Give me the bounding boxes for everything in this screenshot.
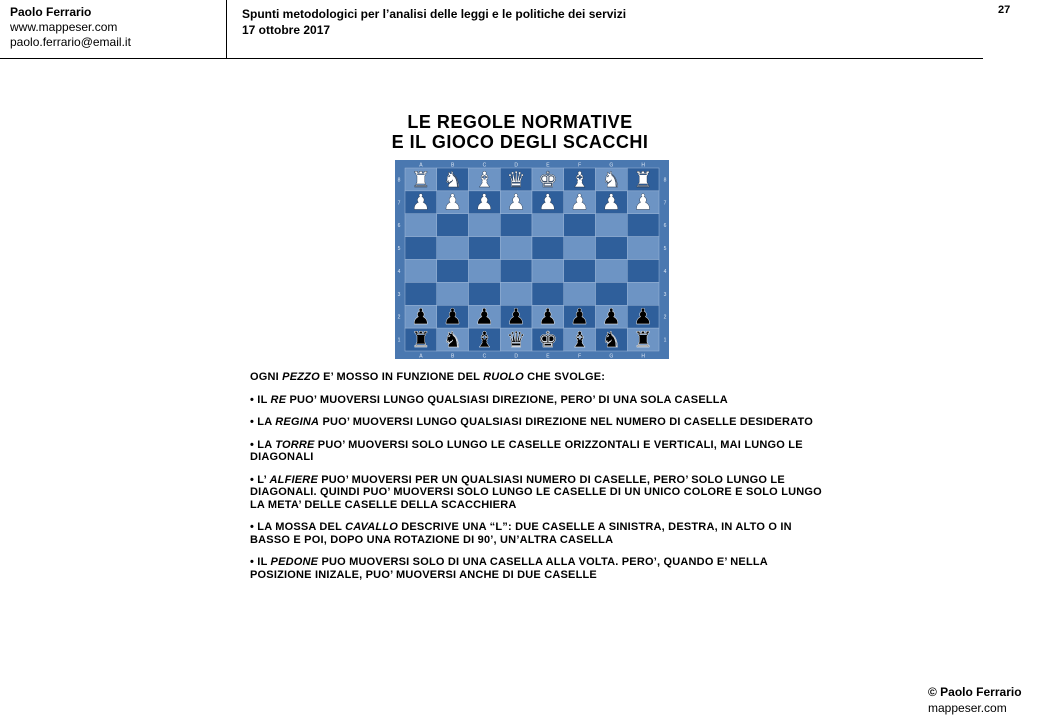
board-rank-label: 8 [397,177,401,184]
board-file-label: G [609,162,614,169]
board-file-label: D [514,353,518,359]
board-square [469,260,501,283]
board-square [500,214,532,237]
board-square [532,214,564,237]
white-pawn-icon: ♟ [569,190,590,216]
board-square [596,282,628,305]
rule-alfiere: • L’ ALFIERE PUO’ MUOVERSI PER UN QUALSIASI NUMERO DI CASELLE, PERO’ SOLO LUNGO LE DIAGONALI. QUINDI PUO’ MUOVERSI SOLO LUNGO LE CASELLE DI UN UNICO COLORE E SOLO LUNGO LA META’ DELLE CASELLE DELLA SCACCHIERA [250,473,822,511]
board-rank-label: 5 [663,246,667,253]
chessboard-image [395,160,669,359]
board-square [469,282,501,305]
board-square [596,237,628,260]
black-piece-icon: ♞ [442,327,463,353]
slide-title-line2: E IL GIOCO DEGLI SCACCHI [391,132,649,152]
board-square [596,260,628,283]
white-piece-icon: ♚ [538,167,558,193]
board-rank-label: 1 [397,337,401,344]
white-pawn-icon: ♟ [442,190,463,216]
black-pawn-icon: ♟ [506,305,526,331]
header-divider-horizontal [0,58,983,59]
board-square [627,237,659,260]
board-square [437,260,469,283]
board-file-label: C [482,353,487,359]
board-square [437,237,469,260]
board-square [564,282,596,305]
header-subtitle [242,6,626,38]
board-square [532,260,564,283]
board-file-label: A [419,162,423,169]
white-pawn-icon: ♟ [474,190,495,216]
board-square [405,282,437,305]
board-square [500,237,532,260]
black-piece-icon: ♜ [411,327,431,353]
rules-text [250,371,830,591]
white-pawn-icon: ♟ [633,190,653,216]
board-square [564,260,596,283]
header-author-block [10,5,131,50]
white-pawn-icon: ♟ [601,190,622,216]
white-pawn-icon: ♟ [506,190,526,216]
board-file-label: G [609,353,614,359]
black-pawn-icon: ♟ [474,305,495,331]
board-rank-label: 6 [397,223,401,230]
board-square [564,237,596,260]
black-pawn-icon: ♟ [569,305,590,331]
black-piece-icon: ♝ [474,327,495,353]
board-file-label: F [578,162,582,169]
board-square [532,282,564,305]
white-pawn-icon: ♟ [538,190,558,216]
header-subtitle-line2: 17 ottobre 2017 [242,23,331,37]
board-square [500,282,532,305]
black-pawn-icon: ♟ [411,305,431,331]
board-file-label: C [482,162,487,169]
board-square [596,214,628,237]
board-square [405,260,437,283]
board-square [405,237,437,260]
white-piece-icon: ♞ [442,167,463,193]
slide-title [300,112,740,152]
board-file-label: D [514,162,518,169]
author-name: Paolo Ferrario [10,5,92,19]
board-rank-label: 3 [663,291,667,298]
white-piece-icon: ♞ [601,167,622,193]
rule-cavallo: • LA MOSSA DEL CAVALLO DESCRIVE UNA “L”: DUE CASELLE A SINISTRA, DESTRA, IN ALTO O IN BASSO E POI, DOPO UNA ROTAZIONE DI 90’, UN’ALTRA CASELLA [250,521,792,546]
black-pawn-icon: ♟ [442,305,463,331]
header-divider-vertical [226,0,227,58]
black-pawn-icon: ♟ [601,305,622,331]
rule-torre: • LA TORRE PUO’ MUOVERSI SOLO LUNGO LE CASELLE ORIZZONTALI E VERTICALI, MAI LUNGO LE DIAGONALI [250,438,803,463]
board-file-label: H [641,162,645,169]
board-square [405,214,437,237]
board-rank-label: 7 [663,200,667,207]
board-rank-label: 4 [663,268,667,275]
board-square [564,214,596,237]
footer [928,684,1022,716]
board-square [469,214,501,237]
black-piece-icon: ♝ [569,327,590,353]
board-rank-label: 8 [663,177,667,184]
board-square [469,237,501,260]
board-file-label: B [450,353,455,359]
black-piece-icon: ♞ [601,327,622,353]
board-rank-label: 3 [397,291,401,298]
board-file-label: E [546,353,550,359]
board-rank-label: 6 [663,223,667,230]
board-rank-label: 2 [663,314,667,321]
white-piece-icon: ♝ [569,167,590,193]
board-square [437,282,469,305]
rule-re: • IL RE PUO’ MUOVERSI LUNGO QUALSIASI DIREZIONE, PERO’ DI UNA SOLA CASELLA [250,393,728,406]
board-file-label: B [450,162,455,169]
board-rank-label: 4 [397,268,401,275]
board-square [627,282,659,305]
board-rank-label: 7 [397,200,401,207]
board-square [627,214,659,237]
white-piece-icon: ♜ [633,167,653,193]
rules-intro: OGNI PEZZO E’ MOSSO IN FUNZIONE DEL RUOLO CHE SVOLGE: [250,371,606,383]
white-piece-icon: ♜ [411,167,431,193]
rule-pedone: • IL PEDONE PUO MUOVERSI SOLO DI UNA CASELLA ALLA VOLTA. PERO’, QUANDO E’ NELLA POSIZIONE INIZALE, PUO’ MUOVERSI ANCHE DI DUE CASELLE [250,556,768,581]
white-piece-icon: ♝ [474,167,495,193]
black-pawn-icon: ♟ [538,305,558,331]
black-piece-icon: ♛ [506,327,526,353]
slide-title-line1: LE REGOLE NORMATIVE [407,112,633,132]
black-piece-icon: ♜ [633,327,653,353]
author-website[interactable]: www.mappeser.com [10,20,118,34]
board-rank-label: 2 [397,314,401,321]
board-file-label: F [578,353,582,359]
board-square [532,237,564,260]
board-file-label: H [641,353,645,359]
footer-copyright: © Paolo Ferrario [928,685,1022,699]
white-piece-icon: ♛ [506,167,526,193]
author-email[interactable]: paolo.ferrario@email.it [10,35,131,49]
board-square [627,260,659,283]
board-square [500,260,532,283]
board-rank-label: 1 [663,337,667,344]
board-rank-label: 5 [397,246,401,253]
black-pawn-icon: ♟ [633,305,653,331]
board-file-label: E [546,162,550,169]
footer-site[interactable]: mappeser.com [928,701,1007,715]
page-number: 27 [998,4,1011,16]
white-pawn-icon: ♟ [411,190,431,216]
board-square [437,214,469,237]
rule-regina: • LA REGINA PUO’ MUOVERSI LUNGO QUALSIASI DIREZIONE NEL NUMERO DI CASELLE DESIDERATO [250,416,813,428]
header-subtitle-line1: Spunti metodologici per l’analisi delle leggi e le politiche dei servizi [242,7,627,21]
black-piece-icon: ♚ [538,327,558,353]
board-file-label: A [419,353,423,359]
